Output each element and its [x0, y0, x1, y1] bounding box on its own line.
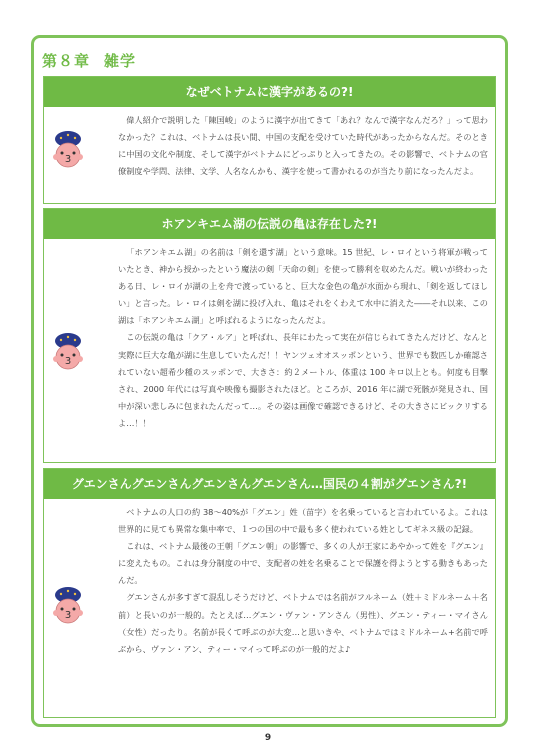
section-body	[44, 107, 495, 203]
section-turtle	[43, 208, 496, 463]
section-text	[118, 504, 488, 658]
paragraph: 偉人紹介で説明した「陳国峻」のように漢字が出てきて「あれ？なんで漢字なんだろ？」って思わなかった？これは、ベトナムは長い間、中国の支配を受けていた時代があったからなんだ。そのときに中国の文化や制度、そして漢字がベトナムにどっぷりと入ってきたの。その影響で、ベトナムの官僚制度や学問、法律、文学、人名なんかも、漢字を使って書かれるのが当たり前になったんだよ。	[118, 115, 488, 177]
svg-text:3: 3	[64, 356, 72, 367]
mascot-character-icon	[52, 127, 84, 171]
chapter-number: 第８章	[42, 52, 91, 70]
section-title: ホアンキエム湖の伝説の亀は存在した?!	[44, 209, 495, 239]
section-title: グエンさんグエンさんグエンさんグエンさん…国民の４割がグエンさん?!	[44, 469, 495, 499]
svg-text:3: 3	[64, 610, 72, 621]
section-text	[118, 244, 488, 432]
section-nguyen	[43, 468, 496, 718]
mascot-character-icon	[52, 329, 84, 373]
section-text	[118, 112, 488, 180]
svg-text:3: 3	[64, 154, 72, 165]
section-body	[44, 239, 495, 462]
page-number: 9	[264, 733, 272, 743]
paragraph: この伝説の亀は「クア・ルア」と呼ばれ、長年にわたって実在が信じられてきたんだけど、なんと実際に巨大な亀が湖に生息していたんだ！！ヤンツェオオスッポンという、世界でも数匹しか確認されていない超希少種のスッポンで、大きさ：約２メートル、体重は 100 キロ以上とも。何度も目撃され、2000 年代には写真や映像も撮影されたほど。ところが、2016 年に湖で死骸が発見され、国中が深い悲しみに包まれたんだって…。その姿は画像で確認できるけど、その大きさにビックリするよ…！！	[118, 332, 488, 428]
mascot-character-icon	[52, 583, 84, 627]
paragraph: ベトナムの人口の約 38〜40%が「グエン」姓（苗字）を名乗っていると言われているよ。これは世界的に見ても異常な集中率で、１つの国の中で最も多く使われている姓としてギネス級の記録。	[118, 507, 488, 535]
section-body	[44, 499, 495, 717]
paragraph: グエンさんが多すぎて混乱しそうだけど、ベトナムでは名前がフルネーム（姓＋ミドルネーム＋名前）と長いのが一般的。たとえば…グエン・ヴァン・アンさん（男性）、グエン・ティー・マイさん（女性）だったり。名前が長くて呼ぶのが大変…と思いきや、ベトナムではミドルネーム+名前で呼ぶから、ヴァン・アン、ティー・マイって呼ぶのが一般的だよ♪	[118, 592, 488, 654]
chapter-title: 雑学	[104, 52, 137, 70]
paragraph: 「ホアンキエム湖」の名前は「剣を還す湖」という意味。15 世紀、レ・ロイという将軍が戦っていたとき、神から授かったという魔法の剣「天命の剣」を使って勝利を収めたんだ。戦いが終わったある日、レ・ロイが湖の上を舟で渡っていると、巨大な金色の亀が水面から現れ、「剣を返してほしい」と言った。レ・ロイは剣を湖に投げ入れ、亀はそれをくわえて水中に消えた――それ以来、この湖は「ホアンキエム湖」と呼ばれるようになったんだよ。	[118, 247, 488, 326]
chapter-heading	[42, 50, 136, 70]
paragraph: これは、ベトナム最後の王朝「グエン朝」の影響で、多くの人が王家にあやかって姓を『グエン』に変えたもの。これは身分制度の中で、支配者の姓を名乗ることで保護を得ようとする動きもあったんだ。	[118, 541, 488, 586]
section-title: なぜベトナムに漢字があるの?!	[44, 77, 495, 107]
section-kanji	[43, 76, 496, 204]
